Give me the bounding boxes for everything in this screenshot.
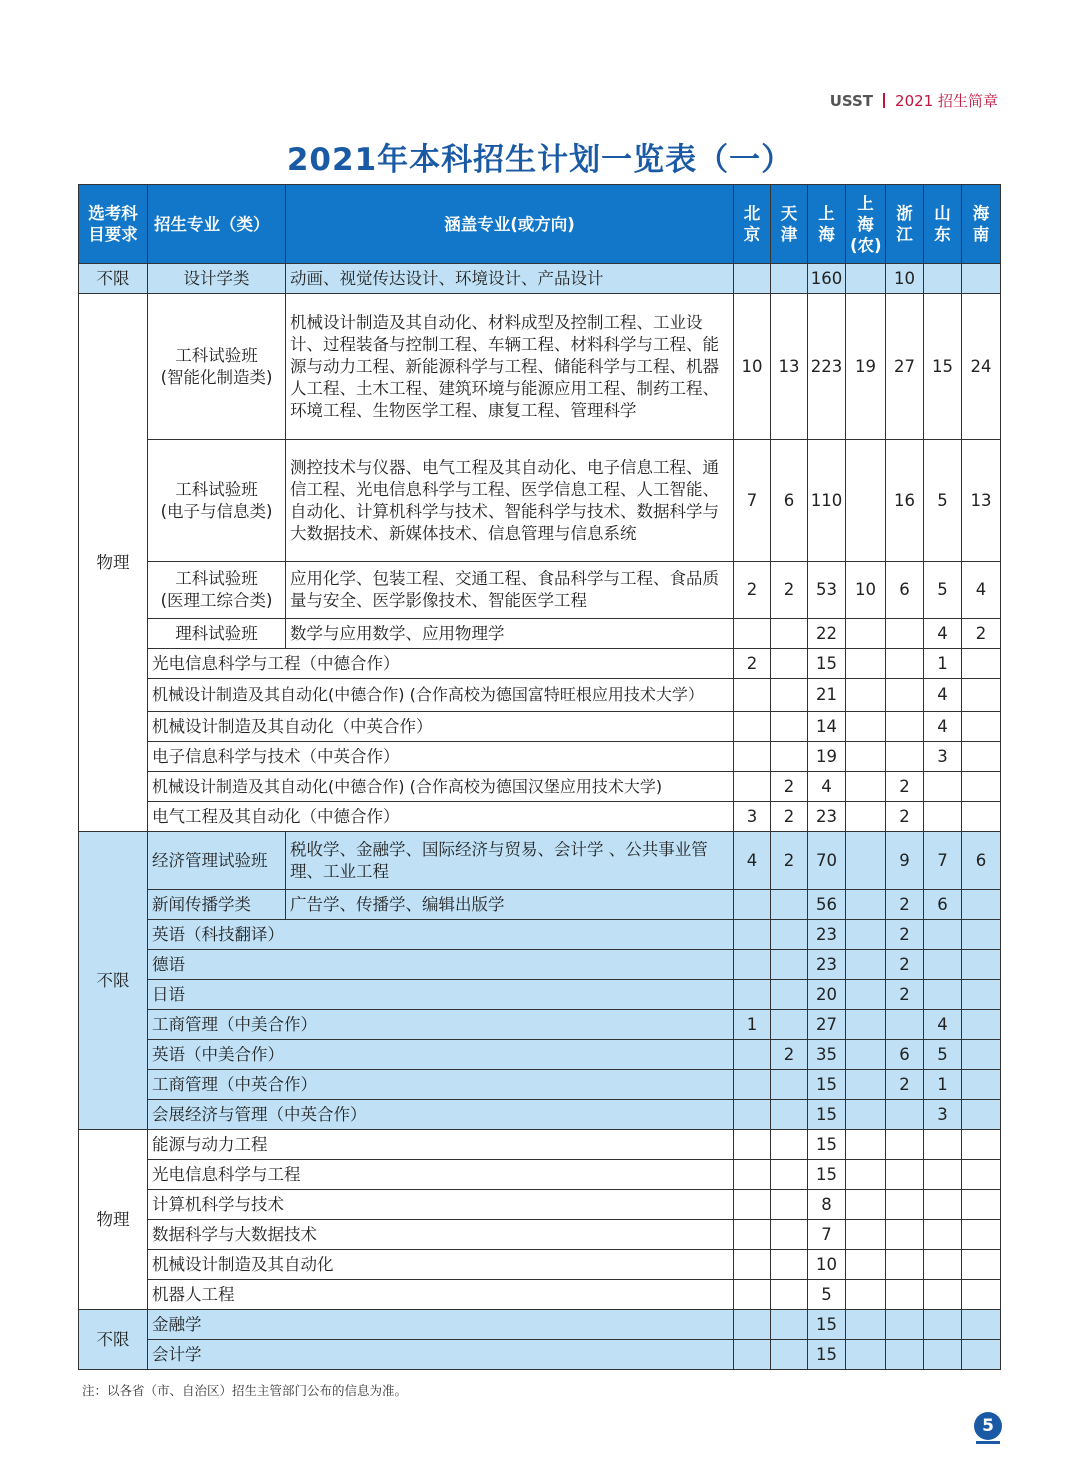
shanghai-rural-cell: [846, 1070, 886, 1100]
shandong-cell: 1: [924, 649, 962, 679]
shandong-cell: 4: [924, 619, 962, 649]
shandong-cell: [924, 1340, 962, 1370]
major-cell: 工商管理（中美合作）: [148, 1010, 734, 1040]
hainan-cell: 6: [962, 832, 1001, 890]
table-row: [79, 1310, 1001, 1340]
table-row: [79, 1250, 1001, 1280]
shandong-cell: 6: [924, 890, 962, 920]
header-shandong: 山东: [924, 185, 962, 264]
page-number: 5: [974, 1412, 1002, 1440]
major-cell: 日语: [148, 980, 734, 1010]
shanghai-rural-cell: [846, 1250, 886, 1280]
hainan-cell: [962, 1190, 1001, 1220]
shanghai-cell: 160: [808, 264, 846, 294]
shanghai-cell: 4: [808, 772, 846, 802]
header-major: 招生专业（类）: [148, 185, 286, 264]
shandong-cell: 1: [924, 1070, 962, 1100]
tianjin-cell: [771, 1250, 808, 1280]
beijing-cell: [734, 679, 771, 712]
shanghai-cell: 223: [808, 294, 846, 440]
covered-cell: 广告学、传播学、编辑出版学: [286, 890, 734, 920]
covered-cell: 数学与应用数学、应用物理学: [286, 619, 734, 649]
table-row: [79, 950, 1001, 980]
major-cell: 机械设计制造及其自动化(中德合作) (合作高校为德国汉堡应用技术大学): [148, 772, 734, 802]
major-cell: 会展经济与管理（中英合作）: [148, 1100, 734, 1130]
beijing-cell: [734, 1130, 771, 1160]
hainan-cell: [962, 712, 1001, 742]
hainan-cell: [962, 1010, 1001, 1040]
major-cell: 会计学: [148, 1340, 734, 1370]
table-row: [79, 1100, 1001, 1130]
beijing-cell: 1: [734, 1010, 771, 1040]
table-row: [79, 772, 1001, 802]
beijing-cell: [734, 890, 771, 920]
hainan-cell: [962, 802, 1001, 832]
shandong-cell: 4: [924, 679, 962, 712]
brochure-label: 2021 招生简章: [895, 92, 998, 110]
beijing-cell: [734, 1040, 771, 1070]
shanghai-rural-cell: [846, 1040, 886, 1070]
tianjin-cell: [771, 742, 808, 772]
shanghai-cell: 23: [808, 950, 846, 980]
zhejiang-cell: [886, 1190, 924, 1220]
major-cell: 机械设计制造及其自动化: [148, 1250, 734, 1280]
page-title: 2021年本科招生计划一览表（一）: [286, 142, 794, 178]
beijing-cell: [734, 1100, 771, 1130]
beijing-cell: [734, 980, 771, 1010]
zhejiang-cell: 6: [886, 1040, 924, 1070]
covered-cell: 应用化学、包装工程、交通工程、食品科学与工程、食品质量与安全、医学影像技术、智能医学工程: [286, 562, 734, 619]
shandong-cell: [924, 920, 962, 950]
shanghai-cell: 22: [808, 619, 846, 649]
shanghai-cell: 15: [808, 1160, 846, 1190]
hainan-cell: 4: [962, 562, 1001, 619]
shanghai-rural-cell: 10: [846, 562, 886, 619]
shanghai-cell: 15: [808, 1130, 846, 1160]
tianjin-cell: [771, 1160, 808, 1190]
zhejiang-cell: 2: [886, 1070, 924, 1100]
zhejiang-cell: 6: [886, 562, 924, 619]
tianjin-cell: 2: [771, 1040, 808, 1070]
header-covered: 涵盖专业(或方向): [286, 185, 734, 264]
shanghai-cell: 7: [808, 1220, 846, 1250]
shanghai-cell: 23: [808, 920, 846, 950]
beijing-cell: [734, 1220, 771, 1250]
beijing-cell: 2: [734, 649, 771, 679]
shandong-cell: [924, 1250, 962, 1280]
shanghai-rural-cell: [846, 1310, 886, 1340]
table-row: [79, 679, 1001, 712]
shandong-cell: 5: [924, 562, 962, 619]
zhejiang-cell: [886, 1160, 924, 1190]
enrollment-plan-table: [78, 184, 1001, 1370]
brand-label: USST: [829, 91, 874, 110]
hainan-cell: [962, 1310, 1001, 1340]
beijing-cell: 2: [734, 562, 771, 619]
table-row: [79, 1040, 1001, 1070]
hainan-cell: [962, 920, 1001, 950]
hainan-cell: [962, 950, 1001, 980]
major-cell: 电气工程及其自动化（中德合作）: [148, 802, 734, 832]
beijing-cell: [734, 950, 771, 980]
major-cell: 机器人工程: [148, 1280, 734, 1310]
tianjin-cell: [771, 890, 808, 920]
shanghai-rural-cell: [846, 619, 886, 649]
shanghai-rural-cell: [846, 890, 886, 920]
hainan-cell: [962, 1280, 1001, 1310]
beijing-cell: [734, 1340, 771, 1370]
beijing-cell: 3: [734, 802, 771, 832]
major-cell: 工商管理（中英合作）: [148, 1070, 734, 1100]
tianjin-cell: [771, 980, 808, 1010]
shandong-cell: 3: [924, 1100, 962, 1130]
major-cell: 新闻传播学类: [148, 890, 286, 920]
zhejiang-cell: [886, 1220, 924, 1250]
subject-cell: 不限: [79, 832, 148, 1130]
tianjin-cell: [771, 1070, 808, 1100]
subject-cell: 物理: [79, 294, 148, 832]
shanghai-rural-cell: [846, 742, 886, 772]
zhejiang-cell: 9: [886, 832, 924, 890]
header-shanghai: 上海: [808, 185, 846, 264]
beijing-cell: [734, 264, 771, 294]
tianjin-cell: [771, 1340, 808, 1370]
table-row: [79, 1130, 1001, 1160]
shandong-cell: [924, 1190, 962, 1220]
beijing-cell: [734, 1160, 771, 1190]
zhejiang-cell: [886, 1280, 924, 1310]
shanghai-rural-cell: [846, 920, 886, 950]
beijing-cell: [734, 1250, 771, 1280]
shanghai-rural-cell: 19: [846, 294, 886, 440]
table-row: [79, 1220, 1001, 1250]
tianjin-cell: [771, 1130, 808, 1160]
major-cell: 光电信息科学与工程（中德合作）: [148, 649, 734, 679]
zhejiang-cell: 2: [886, 950, 924, 980]
zhejiang-cell: [886, 1010, 924, 1040]
shanghai-cell: 20: [808, 980, 846, 1010]
shanghai-rural-cell: [846, 1130, 886, 1160]
shanghai-rural-cell: [846, 832, 886, 890]
table-row: [79, 802, 1001, 832]
beijing-cell: [734, 1070, 771, 1100]
header-subject: 选考科目要求: [79, 185, 148, 264]
shanghai-cell: 8: [808, 1190, 846, 1220]
header-separator: [883, 93, 885, 108]
zhejiang-cell: [886, 742, 924, 772]
hainan-cell: [962, 264, 1001, 294]
footnote: 注：以各省（市、自治区）招生主管部门公布的信息为准。: [82, 1383, 408, 1398]
hainan-cell: [962, 649, 1001, 679]
header-tianjin: 天津: [771, 185, 808, 264]
covered-cell: 机械设计制造及其自动化、材料成型及控制工程、工业设计、过程装备与控制工程、车辆工程、材料科学与工程、能源与动力工程、新能源科学与工程、储能科学与工程、机器人工程、土木工程、建筑环境与能源应用工程、制药工程、环境工程、生物医学工程、康复工程、管理科学: [286, 294, 734, 440]
tianjin-cell: 2: [771, 772, 808, 802]
covered-cell: 动画、视觉传达设计、环境设计、产品设计: [286, 264, 734, 294]
major-cell: 数据科学与大数据技术: [148, 1220, 734, 1250]
shanghai-rural-cell: [846, 712, 886, 742]
zhejiang-cell: 16: [886, 440, 924, 562]
table-row: [79, 742, 1001, 772]
table-row: [79, 890, 1001, 920]
beijing-cell: [734, 1280, 771, 1310]
tianjin-cell: 2: [771, 562, 808, 619]
tianjin-cell: [771, 1010, 808, 1040]
table-row: [79, 1280, 1001, 1310]
tianjin-cell: [771, 679, 808, 712]
hainan-cell: 2: [962, 619, 1001, 649]
shanghai-rural-cell: [846, 264, 886, 294]
shanghai-rural-cell: [846, 440, 886, 562]
header-shanghai-rural: 上海(农): [846, 185, 886, 264]
major-cell: 工科试验班 (智能化制造类): [148, 294, 286, 440]
table-row: [79, 1010, 1001, 1040]
zhejiang-cell: [886, 1250, 924, 1280]
hainan-cell: [962, 1070, 1001, 1100]
table-row: [79, 920, 1001, 950]
tianjin-cell: [771, 712, 808, 742]
hainan-cell: [962, 1160, 1001, 1190]
table-row: [79, 1340, 1001, 1370]
shandong-cell: 3: [924, 742, 962, 772]
table-row: [79, 562, 1001, 619]
subject-cell: 不限: [79, 264, 148, 294]
beijing-cell: 10: [734, 294, 771, 440]
table-row: [79, 619, 1001, 649]
shandong-cell: 5: [924, 440, 962, 562]
tianjin-cell: [771, 1310, 808, 1340]
major-cell: 英语（科技翻译）: [148, 920, 734, 950]
header-zhejiang: 浙江: [886, 185, 924, 264]
shanghai-rural-cell: [846, 1160, 886, 1190]
subject-cell: 不限: [79, 1310, 148, 1370]
major-cell: 光电信息科学与工程: [148, 1160, 734, 1190]
hainan-cell: [962, 772, 1001, 802]
table-row: [79, 294, 1001, 440]
zhejiang-cell: [886, 1100, 924, 1130]
shanghai-cell: 15: [808, 1340, 846, 1370]
shanghai-rural-cell: [846, 1340, 886, 1370]
shandong-cell: 4: [924, 1010, 962, 1040]
hainan-cell: [962, 890, 1001, 920]
major-cell: 计算机科学与技术: [148, 1190, 734, 1220]
shanghai-cell: 70: [808, 832, 846, 890]
shandong-cell: [924, 1130, 962, 1160]
zhejiang-cell: 10: [886, 264, 924, 294]
tianjin-cell: 13: [771, 294, 808, 440]
zhejiang-cell: 2: [886, 772, 924, 802]
tianjin-cell: [771, 649, 808, 679]
major-cell: 经济管理试验班: [148, 832, 286, 890]
shanghai-cell: 5: [808, 1280, 846, 1310]
beijing-cell: [734, 1190, 771, 1220]
header-hainan: 海南: [962, 185, 1001, 264]
shanghai-cell: 27: [808, 1010, 846, 1040]
major-cell: 金融学: [148, 1310, 734, 1340]
shanghai-cell: 15: [808, 1100, 846, 1130]
hainan-cell: [962, 1100, 1001, 1130]
major-cell: 机械设计制造及其自动化（中英合作）: [148, 712, 734, 742]
shanghai-cell: 10: [808, 1250, 846, 1280]
tianjin-cell: [771, 619, 808, 649]
shanghai-rural-cell: [846, 980, 886, 1010]
zhejiang-cell: [886, 1130, 924, 1160]
shandong-cell: [924, 264, 962, 294]
hainan-cell: [962, 1040, 1001, 1070]
shanghai-rural-cell: [846, 679, 886, 712]
page-header: [830, 90, 998, 111]
zhejiang-cell: 2: [886, 980, 924, 1010]
beijing-cell: [734, 742, 771, 772]
table-row: [79, 1160, 1001, 1190]
shandong-cell: 7: [924, 832, 962, 890]
table-row: [79, 264, 1001, 294]
shanghai-rural-cell: [846, 1100, 886, 1130]
tianjin-cell: [771, 264, 808, 294]
shandong-cell: 15: [924, 294, 962, 440]
table-row: [79, 712, 1001, 742]
shanghai-rural-cell: [846, 1190, 886, 1220]
major-cell: 设计学类: [148, 264, 286, 294]
beijing-cell: [734, 1310, 771, 1340]
beijing-cell: [734, 619, 771, 649]
table-row: [79, 440, 1001, 562]
hainan-cell: [962, 1130, 1001, 1160]
shanghai-rural-cell: [846, 772, 886, 802]
shandong-cell: [924, 772, 962, 802]
hainan-cell: 13: [962, 440, 1001, 562]
tianjin-cell: [771, 1220, 808, 1250]
hainan-cell: [962, 1220, 1001, 1250]
zhejiang-cell: [886, 619, 924, 649]
shanghai-cell: 53: [808, 562, 846, 619]
shandong-cell: [924, 1220, 962, 1250]
hainan-cell: [962, 980, 1001, 1010]
shandong-cell: [924, 802, 962, 832]
zhejiang-cell: [886, 679, 924, 712]
zhejiang-cell: 27: [886, 294, 924, 440]
major-cell: 英语（中美合作）: [148, 1040, 734, 1070]
tianjin-cell: [771, 1280, 808, 1310]
beijing-cell: 4: [734, 832, 771, 890]
shanghai-cell: 19: [808, 742, 846, 772]
major-cell: 工科试验班 (电子与信息类): [148, 440, 286, 562]
shandong-cell: [924, 1160, 962, 1190]
zhejiang-cell: [886, 1310, 924, 1340]
hainan-cell: [962, 1340, 1001, 1370]
hainan-cell: [962, 742, 1001, 772]
hainan-cell: [962, 1250, 1001, 1280]
shanghai-rural-cell: [846, 649, 886, 679]
table-row: [79, 832, 1001, 890]
major-cell: 德语: [148, 950, 734, 980]
shanghai-cell: 110: [808, 440, 846, 562]
table-row: [79, 1070, 1001, 1100]
table-row: [79, 649, 1001, 679]
shandong-cell: [924, 980, 962, 1010]
tianjin-cell: [771, 1190, 808, 1220]
tianjin-cell: 2: [771, 832, 808, 890]
tianjin-cell: [771, 920, 808, 950]
beijing-cell: 7: [734, 440, 771, 562]
tianjin-cell: [771, 950, 808, 980]
shanghai-cell: 15: [808, 1070, 846, 1100]
shanghai-cell: 21: [808, 679, 846, 712]
covered-cell: 测控技术与仪器、电气工程及其自动化、电子信息工程、通信工程、光电信息科学与工程、医学信息工程、人工智能、自动化、计算机科学与技术、智能科学与技术、数据科学与大数据技术、新媒体技术、信息管理与信息系统: [286, 440, 734, 562]
beijing-cell: [734, 920, 771, 950]
subject-cell: 物理: [79, 1130, 148, 1310]
tianjin-cell: 6: [771, 440, 808, 562]
shanghai-rural-cell: [846, 1220, 886, 1250]
shanghai-rural-cell: [846, 802, 886, 832]
shanghai-cell: 56: [808, 890, 846, 920]
major-cell: 能源与动力工程: [148, 1130, 734, 1160]
hainan-cell: 24: [962, 294, 1001, 440]
page-number-underline: [976, 1441, 1000, 1444]
shandong-cell: [924, 1310, 962, 1340]
shandong-cell: 5: [924, 1040, 962, 1070]
tianjin-cell: [771, 1100, 808, 1130]
hainan-cell: [962, 679, 1001, 712]
shanghai-cell: 14: [808, 712, 846, 742]
zhejiang-cell: [886, 1340, 924, 1370]
covered-cell: 税收学、金融学、国际经济与贸易、会计学 、公共事业管理、工业工程: [286, 832, 734, 890]
shandong-cell: 4: [924, 712, 962, 742]
shanghai-cell: 15: [808, 1310, 846, 1340]
zhejiang-cell: 2: [886, 920, 924, 950]
tianjin-cell: 2: [771, 802, 808, 832]
table-row: [79, 980, 1001, 1010]
beijing-cell: [734, 772, 771, 802]
major-cell: 机械设计制造及其自动化(中德合作) (合作高校为德国富特旺根应用技术大学）: [148, 679, 734, 712]
zhejiang-cell: [886, 712, 924, 742]
major-cell: 电子信息科学与技术（中英合作）: [148, 742, 734, 772]
shandong-cell: [924, 1280, 962, 1310]
shanghai-cell: 15: [808, 649, 846, 679]
beijing-cell: [734, 712, 771, 742]
shanghai-rural-cell: [846, 950, 886, 980]
shanghai-rural-cell: [846, 1280, 886, 1310]
shandong-cell: [924, 950, 962, 980]
zhejiang-cell: 2: [886, 890, 924, 920]
header-beijing: 北京: [734, 185, 771, 264]
shanghai-cell: 35: [808, 1040, 846, 1070]
shanghai-rural-cell: [846, 1010, 886, 1040]
zhejiang-cell: 2: [886, 802, 924, 832]
major-cell: 理科试验班: [148, 619, 286, 649]
table-row: [79, 1190, 1001, 1220]
zhejiang-cell: [886, 649, 924, 679]
shanghai-cell: 23: [808, 802, 846, 832]
major-cell: 工科试验班 (医理工综合类): [148, 562, 286, 619]
